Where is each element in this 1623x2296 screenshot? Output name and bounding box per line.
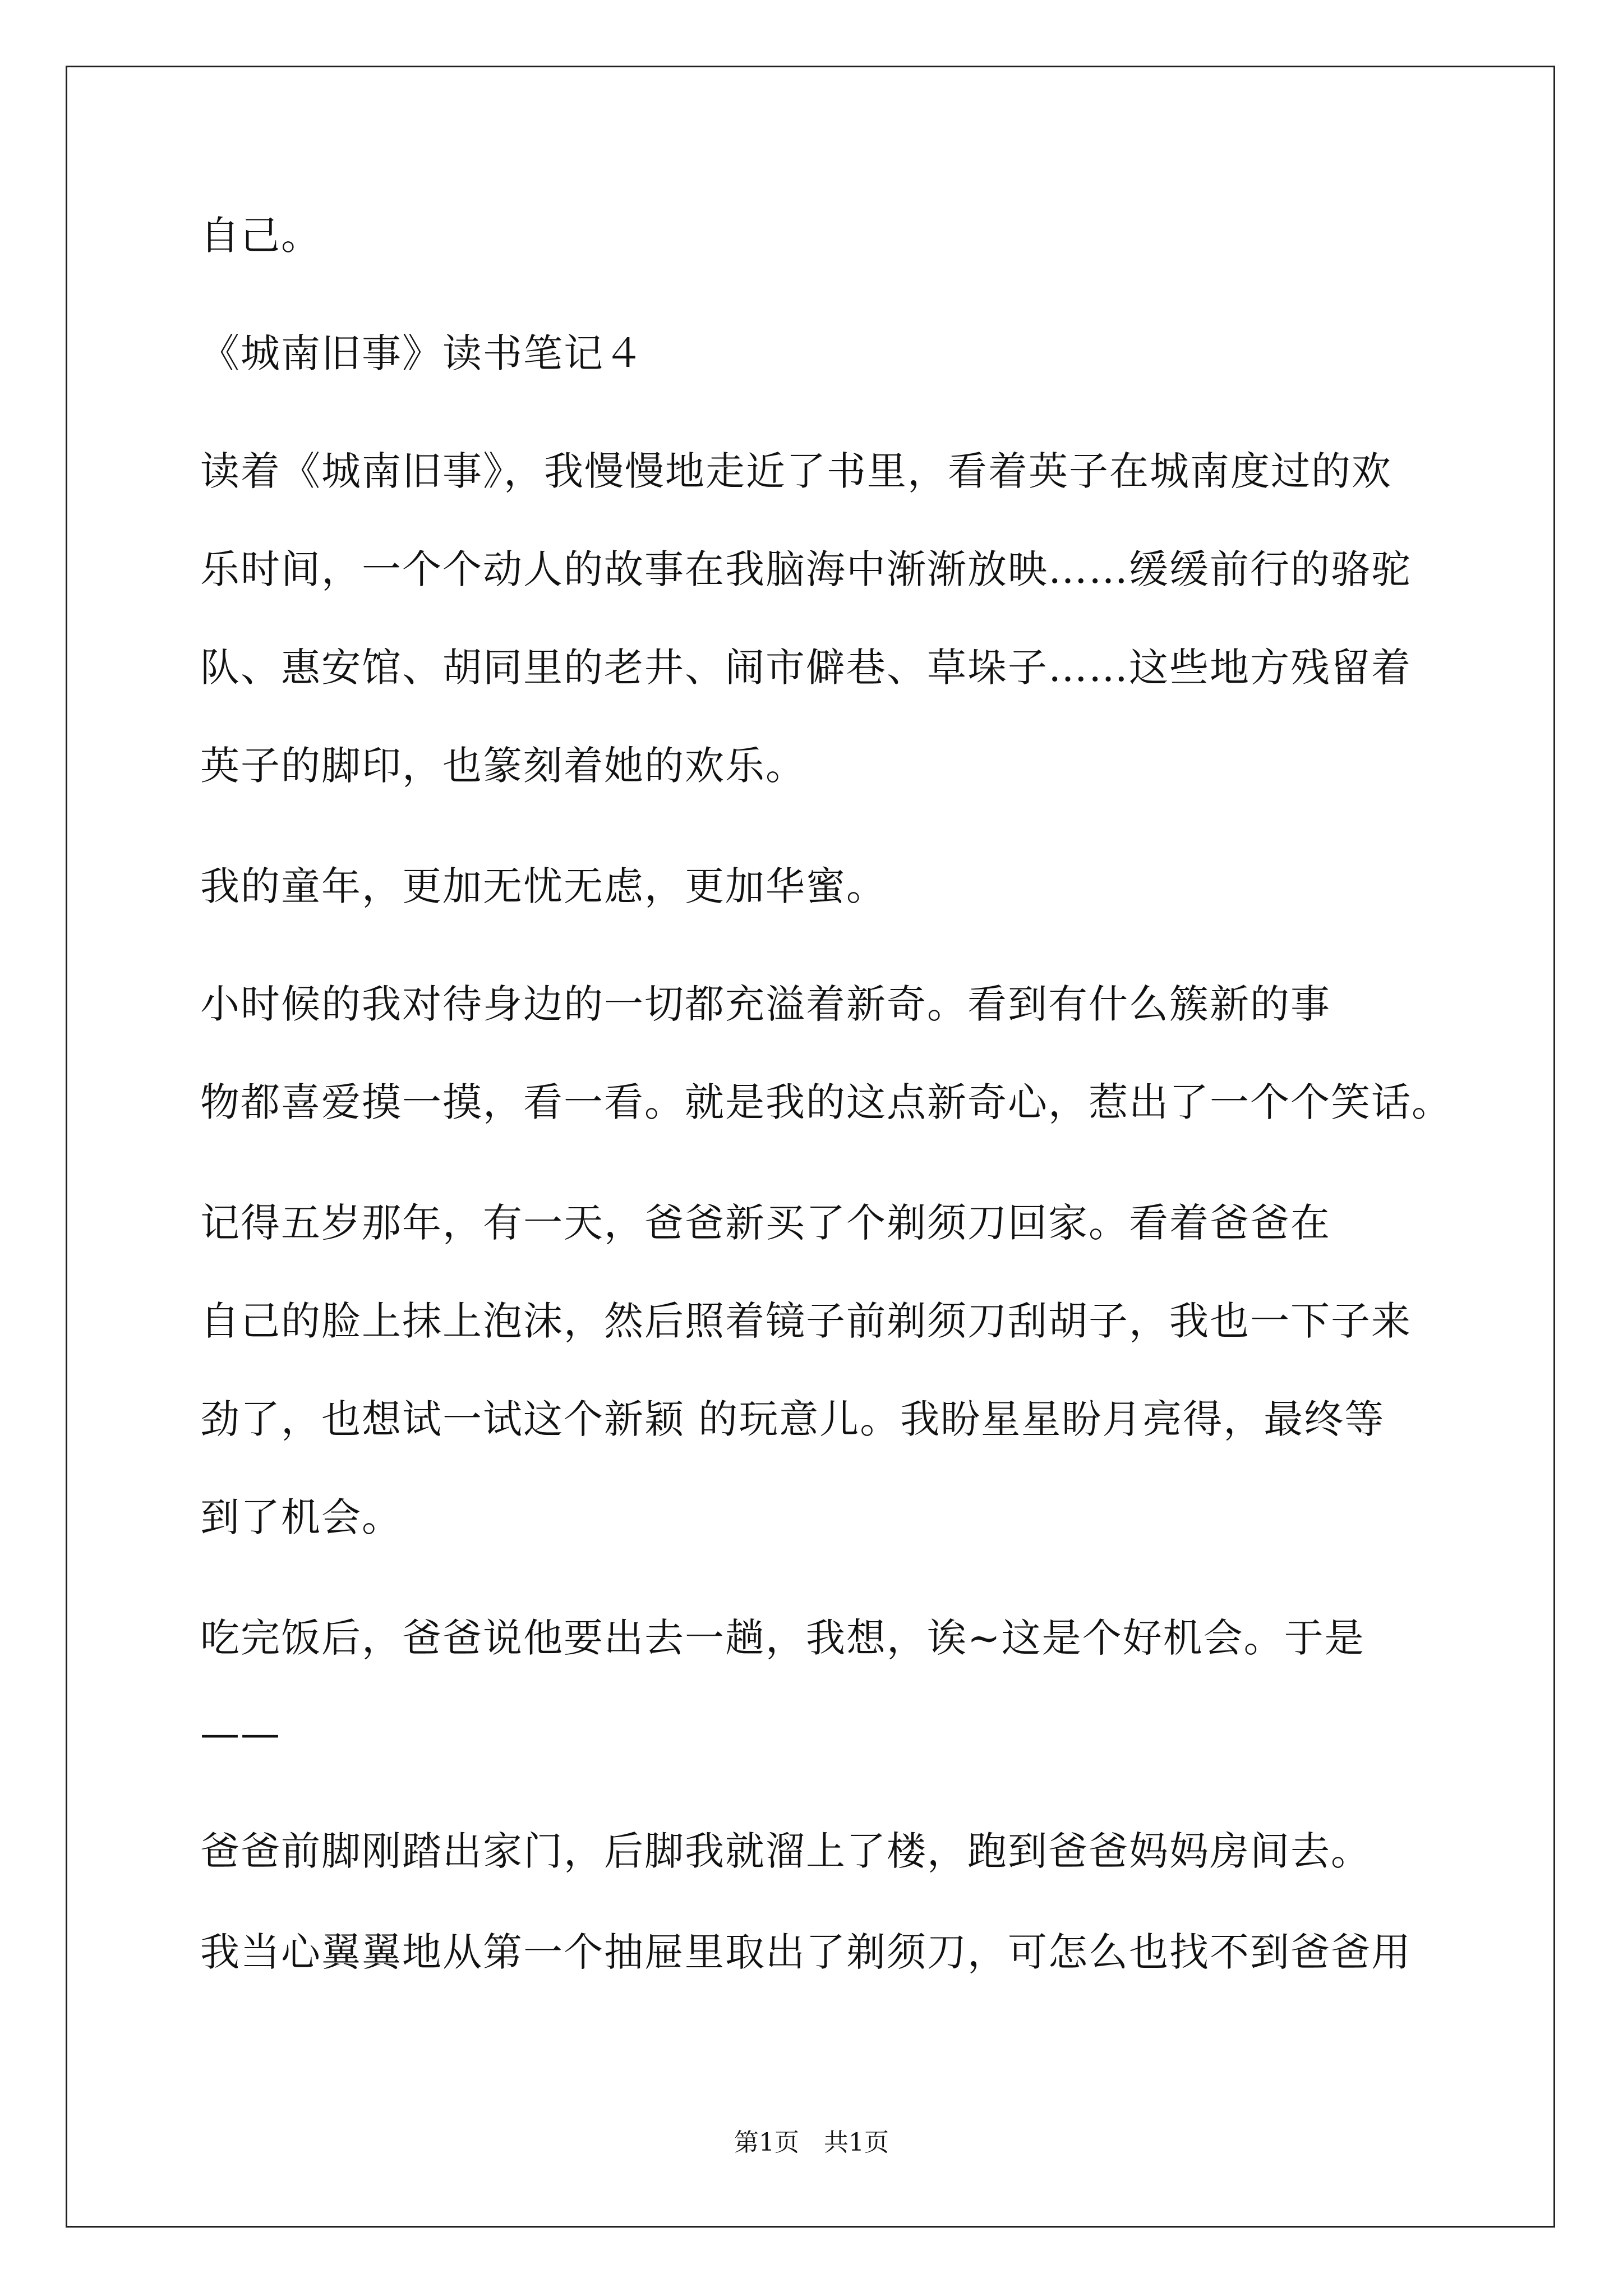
text-line: 吃完饭后，爸爸说他要出去一趟，我想，诶~这是个好机会。于是: [200, 1615, 1365, 1661]
text-line: 爸爸前脚刚踏出家门，后脚我就溜上了楼，跑到爸爸妈妈房间去。: [200, 1828, 1371, 1874]
text-line: 我的童年，更加无忧无虑，更加华蜜。: [200, 863, 887, 909]
text-line: 队、惠安馆、胡同里的老井、闹市僻巷、草垛子……这些地方残留着: [200, 645, 1412, 691]
text-line: 自己。: [200, 213, 321, 259]
text-line: 乐时间，一个个动人的故事在我脑海中渐渐放映……缓缓前行的骆驼: [200, 546, 1412, 592]
page-number: 第1页 共1页: [734, 2128, 889, 2157]
text-line: ——: [200, 1710, 281, 1756]
page-border: [66, 66, 1555, 2228]
text-line: 物都喜爱摸一摸，看一看。就是我的这点新奇心，惹出了一个个笑话。: [200, 1079, 1452, 1125]
text-line: 英子的脚印，也篆刻着她的欢乐。: [200, 743, 806, 789]
text-line: 自己的脸上抹上泡沫，然后照着镜子前剃须刀刮胡子，我也一下子来: [200, 1298, 1412, 1344]
section-heading: 《城南旧事》读书笔记４: [200, 330, 644, 376]
text-line: 劲了，也想试一试这个新颖 的玩意儿。我盼星星盼月亮得，最终等: [200, 1396, 1385, 1442]
text-line: 小时候的我对待身边的一切都充溢着新奇。看到有什么簇新的事: [200, 981, 1331, 1027]
text-line: 读着《城南旧事》，我慢慢地走近了书里，看着英子在城南度过的欢: [200, 448, 1392, 494]
text-line: 记得五岁那年，有一天，爸爸新买了个剃须刀回家。看着爸爸在: [200, 1200, 1331, 1246]
text-line: 到了机会。: [200, 1494, 402, 1540]
text-line: 我当心翼翼地从第一个抽屉里取出了剃须刀，可怎么也找不到爸爸用: [200, 1929, 1412, 1975]
